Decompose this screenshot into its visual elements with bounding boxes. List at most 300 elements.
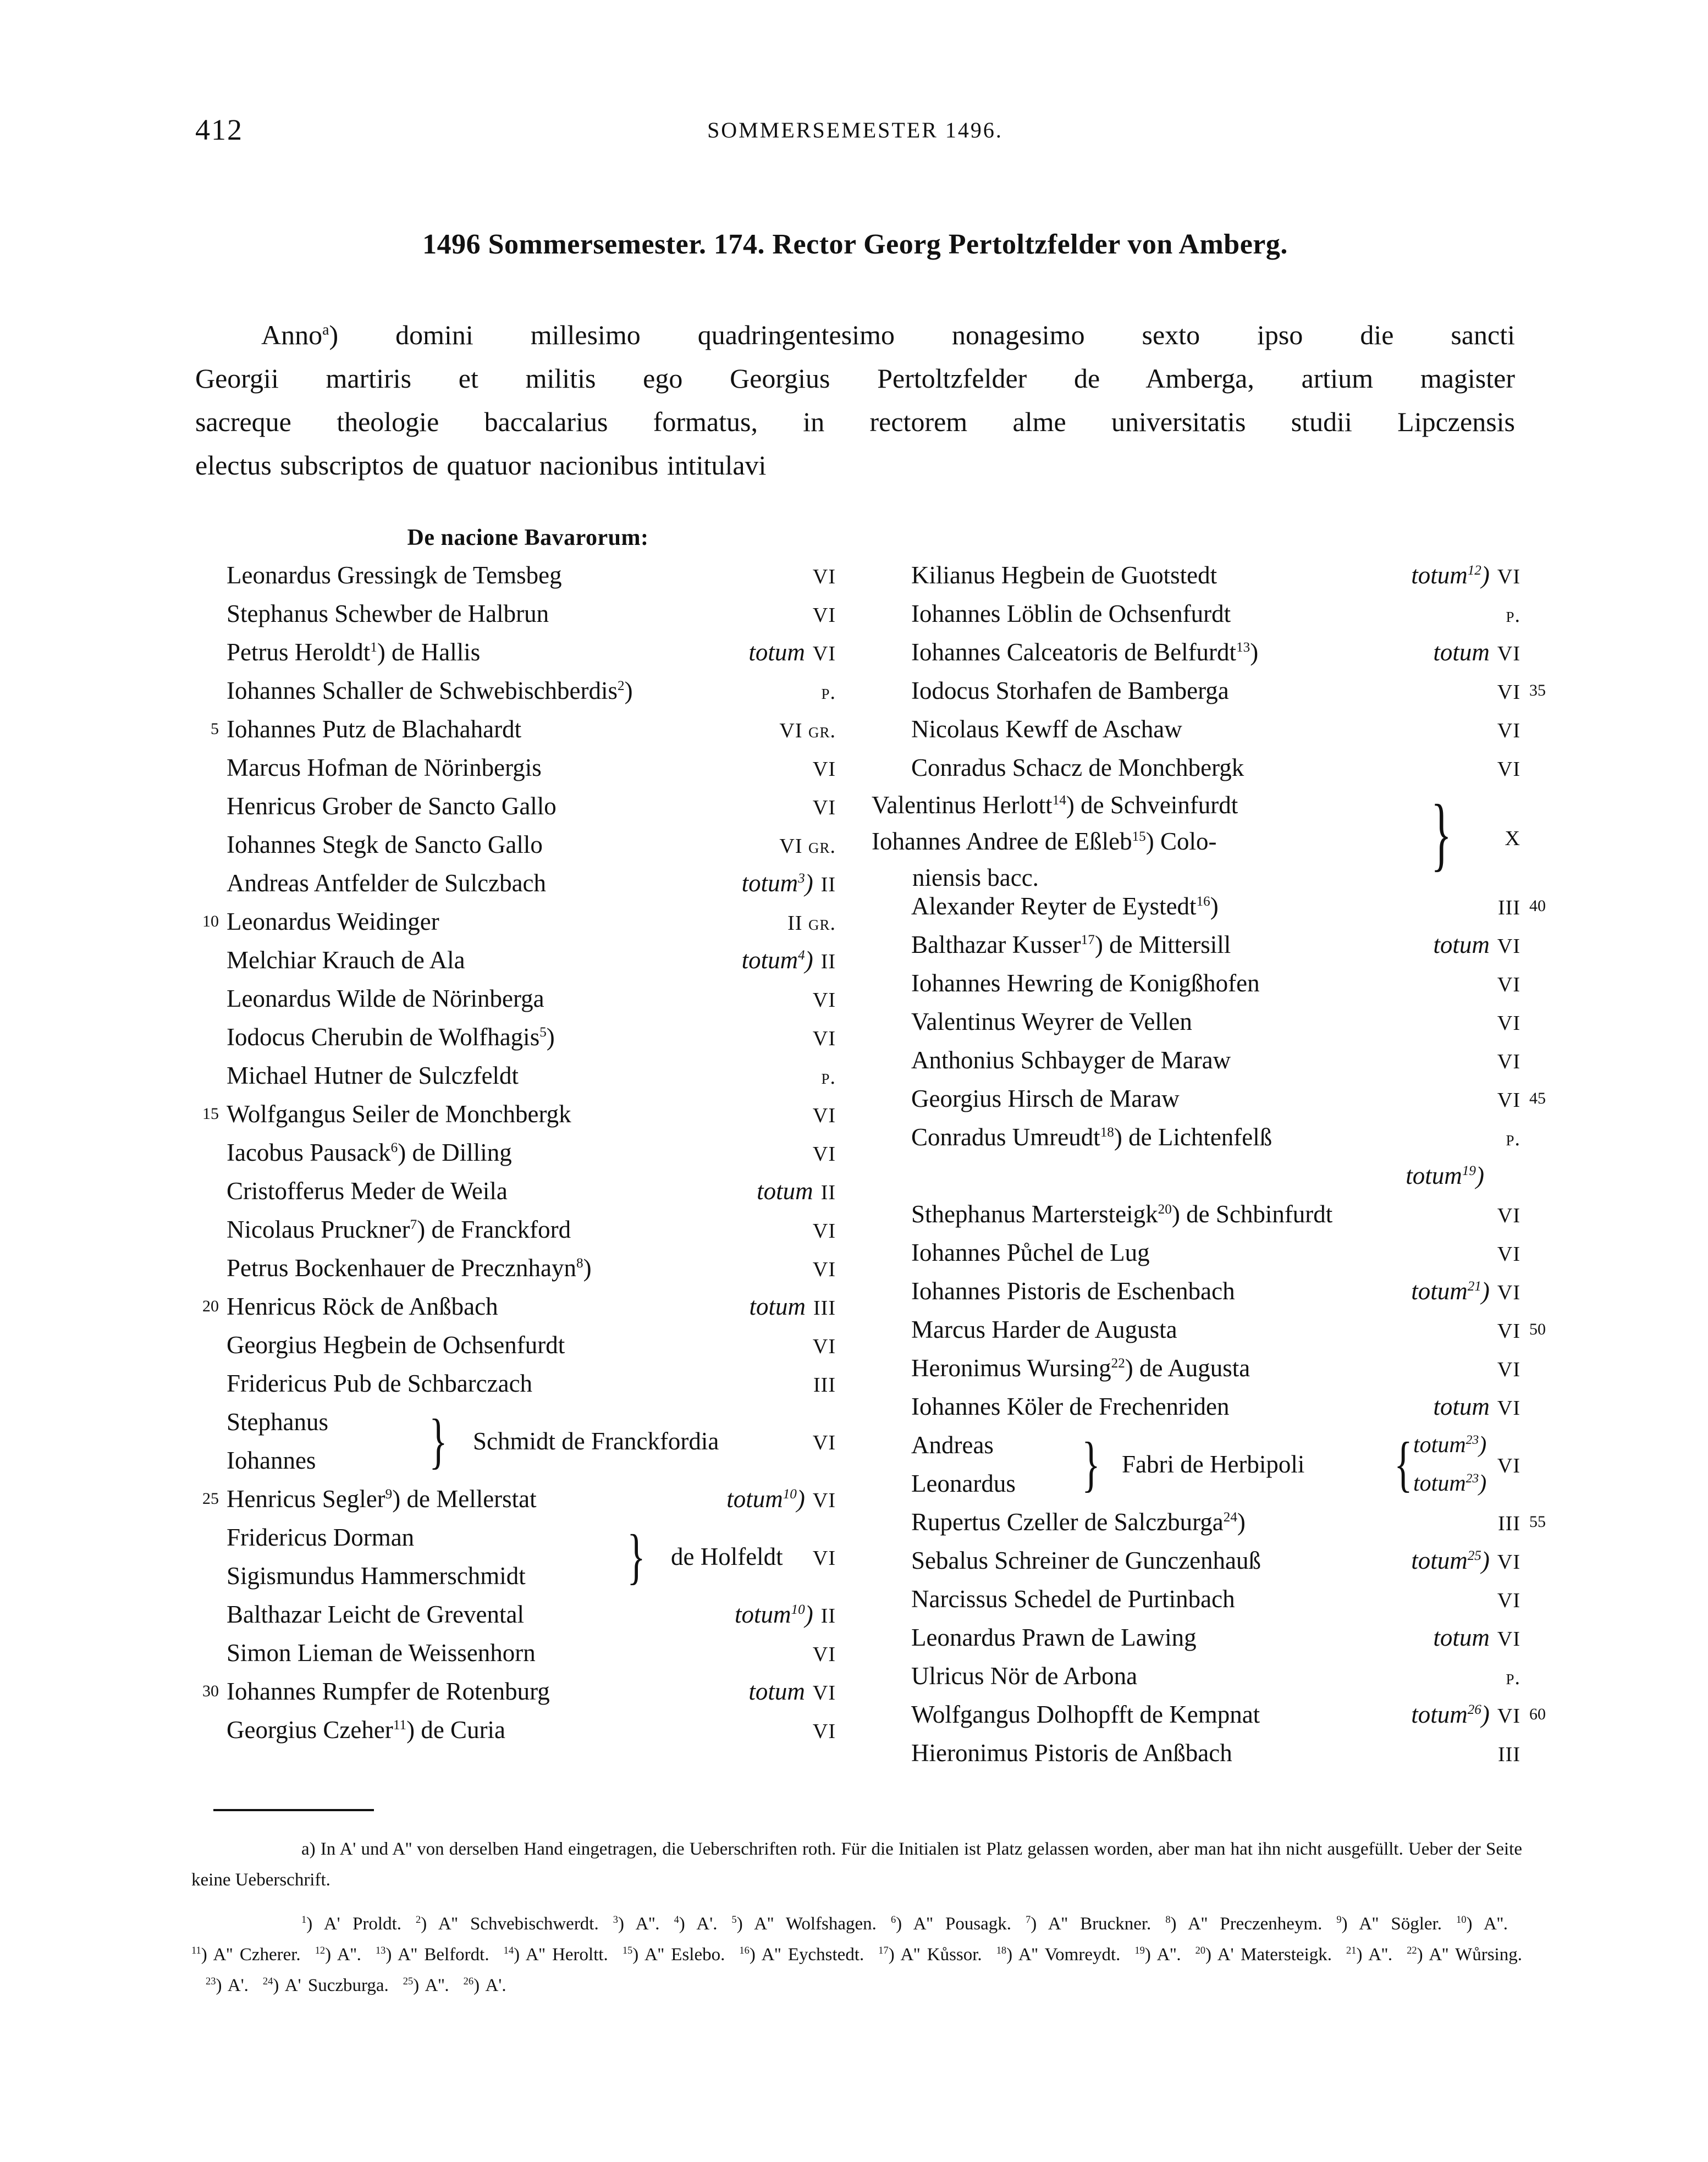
matricula-entry: [872, 1195, 1520, 1233]
totum-note: totum: [1433, 638, 1490, 666]
entry-name: Leonardus Wilde de Nörinberga: [227, 985, 544, 1012]
entry-line-number: 10: [202, 912, 219, 930]
brace-icon-right: {: [1394, 1430, 1413, 1498]
footnote-block: [191, 1834, 1522, 2001]
footnote-item: $^{22}$) A'' Wůrsing.: [1407, 1945, 1522, 1965]
totum-note: totum$^{10}$): [726, 1485, 805, 1513]
entry-line-number: 30: [202, 1682, 219, 1700]
fee-amount: VI: [1497, 681, 1520, 704]
entry-name: Andreas Antfelder de Sulczbach: [227, 869, 547, 897]
footnote-item: $^{19}$) A''.: [1134, 1945, 1181, 1965]
matricula-entry: [187, 1634, 836, 1672]
entry-outer-number: 60: [1529, 1705, 1546, 1723]
fee-amount: VI: [1497, 1705, 1520, 1728]
matricula-entry: [187, 1364, 836, 1403]
fee-amount: II: [820, 950, 836, 973]
footnote-number: 15: [622, 1945, 633, 1956]
entry-fee: [1411, 1541, 1520, 1581]
footnote-number: 8: [1165, 1914, 1171, 1925]
entry-outer-number: 35: [1529, 681, 1546, 699]
entry-name: Iodocus Cherubin de Wolfhagis$^5$): [227, 1023, 555, 1051]
entry-name: Iohannes Putz de Blachahardt: [227, 715, 522, 743]
entry-name: Fridericus Pub de Schbarczach: [227, 1370, 533, 1397]
matricula-entry: [187, 1672, 836, 1711]
footnote-number: 3: [613, 1914, 618, 1925]
matricula-entry: [187, 1095, 836, 1133]
entry-fee: [1506, 594, 1520, 635]
totum-note: totum$^{19}$): [1406, 1162, 1484, 1189]
brace-icon: }: [429, 1407, 448, 1475]
fee-amount: III: [1498, 1743, 1520, 1766]
fee-amount: III: [1498, 1512, 1520, 1535]
fee-amount: VI: [1497, 973, 1520, 996]
footnote-number: 13: [375, 1945, 386, 1956]
footnote-number: 11: [191, 1945, 201, 1956]
matricula-entry: [187, 1326, 836, 1364]
entry-fee: [1506, 1657, 1520, 1697]
entry-fee: [813, 1634, 836, 1674]
intro-line: Georgii martiris et militis ego Georgius Pertoltzfelder de Amberga, artium magister: [195, 363, 1515, 394]
intro-line: electus subscriptos de quatuor nacionibus intitulavi: [195, 450, 767, 481]
brace-shared-text: Schmidt de Franckfordia: [473, 1427, 719, 1455]
footnote-item: $^9$) A'' Sögler.: [1336, 1914, 1442, 1934]
entry-name: Leonardus Gressingk de Temsbeg: [227, 561, 562, 589]
brace-group: [872, 1426, 1520, 1503]
matricula-entry: [872, 556, 1520, 594]
footnote-item: $^8$) A'' Preczenheym.: [1165, 1914, 1323, 1934]
entry-fee: [1498, 1503, 1520, 1543]
totum-note: totum$^{23}$): [1413, 1471, 1487, 1496]
footnote-number: 14: [503, 1945, 514, 1956]
brace-group: [187, 1518, 836, 1595]
entry-fee: [757, 1172, 836, 1212]
footnote-item: $^5$) A'' Wolfshagen.: [731, 1914, 877, 1934]
footnote-item: $^{25}$) A''.: [403, 1976, 449, 1995]
entry-fee: [813, 748, 836, 788]
entry-name: Petrus Heroldt$^1$) de Hallis: [227, 638, 481, 666]
footnote-item: $^{26}$) A'.: [463, 1976, 506, 1995]
entry-name: Kilianus Hegbein de Guotstedt: [911, 561, 1217, 589]
fee-amount: p.: [1506, 604, 1520, 627]
entry-fee: [1505, 787, 1520, 889]
entry-outer-number: 50: [1529, 1320, 1546, 1338]
matricula-entry: [872, 1233, 1520, 1272]
fee-amount: VI: [1497, 1204, 1520, 1227]
footnote-item: $^4$) A'.: [674, 1914, 718, 1934]
entry-name: Iodocus Storhafen de Bamberga: [911, 677, 1229, 704]
footnote-numbered-list: [191, 1909, 1522, 2001]
section-heading: 1496 Sommersemester. 174. Rector Georg Pertoltzfelder von Amberg.: [422, 229, 1288, 260]
matricula-entry: [872, 1387, 1520, 1426]
entry-name: Nicolaus Kewff de Aschaw: [911, 715, 1182, 743]
footnote-item: $^{15}$) A'' Eslebo.: [622, 1945, 725, 1965]
fee-amount: VI: [812, 1681, 836, 1705]
entry-name: Iohannes Stegk de Sancto Gallo: [227, 831, 543, 858]
entry-name: Sthephanus Martersteigk$^{20}$) de Schbinfurdt: [911, 1200, 1333, 1228]
fee-amount: VI: [1497, 1628, 1520, 1651]
matricula-entry: [872, 1118, 1520, 1156]
fee-amount: VI: [1497, 1089, 1520, 1112]
matricula-entry: [187, 902, 836, 941]
footnote-number: 2: [416, 1914, 421, 1925]
footnote-number: 16: [739, 1945, 750, 1956]
entry-fee: [742, 864, 836, 904]
fee-amount: VI: [812, 1027, 836, 1050]
entry-line-number: 5: [211, 720, 219, 738]
fee-amount: VI: [812, 1220, 836, 1243]
brace-icon: }: [627, 1523, 646, 1591]
footnote-number: 12: [315, 1945, 326, 1956]
fee-amount: VI: [812, 1643, 836, 1666]
entry-fee: [1506, 1118, 1520, 1158]
footnote-number: 25: [403, 1976, 414, 1987]
entry-fee: [813, 787, 836, 827]
entry-name: Marcus Hofman de Nörinbergis: [227, 754, 542, 781]
fee-amount: VI: [812, 1104, 836, 1127]
matricula-entry: [872, 1657, 1520, 1695]
entry-name: Iohannes Andree de Eßleb$^{15}$) Colo-: [872, 828, 1217, 855]
entry-name: Fridericus Dorman: [227, 1524, 415, 1551]
entry-fee: [813, 979, 836, 1019]
fee-amount: VI: [812, 1431, 836, 1454]
entry-fee: [1498, 1734, 1520, 1774]
entry-fee: [813, 1364, 836, 1404]
fee-amount: VI: [812, 1720, 836, 1743]
matricula-entry: [872, 1041, 1520, 1079]
footnote-rule: [213, 1809, 374, 1811]
footnote-item: $^6$) A'' Pousagk.: [890, 1914, 1012, 1934]
matricula-entry: [187, 1287, 836, 1326]
fee-amount: p.: [821, 1066, 836, 1089]
entry-name: Sigismundus Hammerschmidt: [227, 1562, 526, 1590]
entry-fee: [813, 1518, 836, 1597]
entry-fee: [1498, 887, 1520, 927]
fee-amount: III: [813, 1297, 836, 1320]
entry-name: Balthazar Kusser$^{17}$) de Mittersill: [911, 931, 1231, 958]
fee-amount: VI: [1497, 1551, 1520, 1574]
entry-name: Georgius Hegbein de Ochsenfurdt: [227, 1331, 565, 1359]
fee-amount: VI: [812, 1258, 836, 1281]
entry-fee: [1433, 1618, 1520, 1658]
footnote-number: 24: [262, 1976, 273, 1987]
entry-fee: [813, 1018, 836, 1058]
fee-amount: VI gr.: [779, 719, 836, 742]
footnote-number: 22: [1407, 1945, 1417, 1956]
fee-amount: III: [1498, 896, 1520, 919]
entry-line-number: 25: [202, 1490, 219, 1508]
brace-icon: }: [1431, 788, 1452, 879]
matricula-entry: [872, 887, 1546, 925]
entry-fee: [1497, 1041, 1520, 1081]
fee-amount: VI: [812, 989, 836, 1012]
fee-amount: VI: [812, 1143, 836, 1166]
matricula-entry: [872, 710, 1520, 748]
orphan-totum-row: [872, 1156, 1520, 1195]
entry-name: Andreas: [911, 1431, 994, 1459]
matricula-entry: [872, 1580, 1520, 1618]
entry-name: Henricus Grober de Sancto Gallo: [227, 792, 557, 820]
entry-name: Georgius Czeher$^{11}$) de Curia: [227, 1716, 506, 1744]
column-right: [872, 520, 1546, 1772]
matricula-entry: [187, 556, 836, 594]
entry-name: Iohannes Schaller de Schwebischberdis$^2$): [227, 677, 633, 704]
entry-fee: [1497, 748, 1520, 788]
footnote-number: 4: [674, 1914, 679, 1925]
entry-name: Heronimus Wursing$^{22}$) de Augusta: [911, 1354, 1250, 1382]
intro-paragraph: [195, 313, 1515, 487]
matricula-entry: [872, 1695, 1546, 1734]
entry-line-number: 15: [202, 1105, 219, 1123]
footnote-number: 19: [1134, 1945, 1145, 1956]
fee-amount: p.: [1506, 1127, 1520, 1150]
matricula-entry: [872, 925, 1520, 964]
column-left-title: De nacione Bavarorum:: [407, 525, 649, 550]
entry-fee: [1497, 1310, 1520, 1350]
entry-fee: [813, 1249, 836, 1289]
entry-name: Michael Hutner de Sulczfeldt: [227, 1062, 519, 1089]
matricula-entry: [187, 594, 836, 633]
entry-name: Conradus Umreudt$^{18}$) de Lichtenfelß: [911, 1123, 1272, 1151]
entry-name: Leonardus Weidinger: [227, 908, 439, 935]
matricula-entry: [872, 594, 1520, 633]
fee-amount: VI: [812, 1547, 836, 1570]
fee-amount: II gr.: [787, 912, 836, 935]
entry-outer-number: 45: [1529, 1089, 1546, 1107]
fee-amount: VI: [1497, 1397, 1520, 1420]
totum-note: totum$^{23}$): [1413, 1432, 1487, 1458]
fee-amount: X: [1505, 827, 1520, 850]
entry-name: Iohannes Löblin de Ochsenfurdt: [911, 600, 1231, 627]
matricula-entry: [187, 1711, 836, 1749]
matricula-entry: [872, 1310, 1546, 1349]
matricula-entry: [187, 1595, 836, 1634]
matricula-entry: [872, 1079, 1546, 1118]
totum-note: totum: [1433, 1393, 1490, 1420]
entry-name: Stephanus Schewber de Halbrun: [227, 600, 549, 627]
entry-name: Leonardus Prawn de Lawing: [911, 1624, 1197, 1651]
fee-amount: VI: [812, 565, 836, 588]
footnote-number: 5: [731, 1914, 737, 1925]
totum-note: totum$^{10}$): [734, 1601, 813, 1628]
matricula-entry: [872, 1272, 1520, 1310]
matricula-entry: [872, 1541, 1520, 1580]
entry-name: Iohannes Calceatoris de Belfurdt$^{13}$): [911, 638, 1259, 666]
totum-note: totum: [748, 1678, 805, 1705]
fee-amount: II: [820, 1604, 836, 1628]
entry-line-number: 20: [202, 1297, 219, 1315]
entry-name: niensis bacc.: [912, 864, 1039, 891]
entry-name: Henricus Röck de Anßbach: [227, 1293, 498, 1320]
entry-name: Anthonius Schbayger de Maraw: [911, 1046, 1231, 1074]
entry-fee: [735, 1595, 836, 1635]
totum-note: totum: [757, 1177, 813, 1205]
entry-name: Narcissus Schedel de Purtinbach: [911, 1585, 1235, 1613]
entry-name: Iohannes Hewring de Konigßhofen: [911, 969, 1260, 997]
entry-fee: [1433, 925, 1520, 966]
entry-name: Iohannes Pistoris de Eschenbach: [911, 1277, 1235, 1305]
fee-amount: VI: [1497, 1320, 1520, 1343]
matricula-entry: [187, 710, 836, 748]
entry-name: Melchiar Krauch de Ala: [227, 946, 465, 974]
footnote-number: 6: [890, 1914, 896, 1925]
entry-fee: [1497, 1079, 1520, 1119]
totum-note: totum$^{25}$): [1411, 1547, 1490, 1574]
entry-name: Simon Lieman de Weissenhorn: [227, 1639, 536, 1667]
entry-fee: [1433, 1387, 1520, 1427]
column-left: [187, 520, 836, 1749]
entry-fee: [779, 825, 836, 865]
entry-fee: [1411, 556, 1520, 596]
entry-fee: [750, 1287, 836, 1327]
matricula-entry: [187, 1018, 836, 1056]
fee-amount: VI: [812, 758, 836, 781]
footnote-number: 17: [878, 1945, 889, 1956]
entry-name: Rupertus Czeller de Salczburga$^{24}$): [911, 1508, 1246, 1536]
entry-fee: [813, 1133, 836, 1173]
entry-fee: [1497, 1195, 1520, 1235]
column-right-body: [872, 556, 1546, 1772]
matricula-entry: [187, 748, 836, 787]
footnote-item: $^7$) A'' Bruckner.: [1026, 1914, 1151, 1934]
entry-fee: [726, 1480, 836, 1520]
entry-fee: [1497, 1002, 1520, 1043]
matricula-entry: [187, 825, 836, 864]
footnote-item: $^{23}$) A'.: [206, 1976, 249, 1995]
matricula-entry: [872, 1002, 1520, 1041]
fee-amount: VI: [1497, 642, 1520, 665]
totum-note: totum$^4$): [741, 946, 813, 974]
footnote-number: 9: [1336, 1914, 1342, 1925]
fee-amount: II: [820, 873, 836, 896]
entry-fee: [813, 1095, 836, 1135]
matricula-entry: [872, 1503, 1546, 1541]
footnote-number: 21: [1346, 1945, 1357, 1956]
footnote-item: $^1$) A' Proldt.: [301, 1914, 402, 1934]
entry-fee: [1497, 1580, 1520, 1620]
fee-amount: VI: [812, 796, 836, 819]
totum-note: totum$^{26}$): [1411, 1701, 1490, 1728]
brace-group-colonia: [872, 787, 1520, 891]
matricula-entry: [187, 1480, 836, 1518]
totum-note: totum$^{21}$): [1411, 1277, 1490, 1305]
matricula-entry: [187, 1133, 836, 1172]
entry-name: Henricus Segler$^9$) de Mellerstat: [227, 1485, 537, 1513]
footnote-number: 10: [1456, 1914, 1467, 1925]
entry-name: Hieronimus Pistoris de Anßbach: [911, 1739, 1232, 1767]
matricula-entry: [187, 633, 836, 671]
matricula-entry: [872, 964, 1520, 1002]
fee-amount: III: [813, 1374, 836, 1397]
footnote-item: $^{17}$) A'' Kůssor.: [878, 1945, 982, 1965]
footnote-item: $^{16}$) A'' Eychstedt.: [739, 1945, 864, 1965]
matricula-entry: [187, 1056, 836, 1095]
entry-fee: [779, 710, 836, 750]
entry-name: Nicolaus Pruckner$^7$) de Franckford: [227, 1216, 571, 1243]
entry-fee: [813, 1403, 836, 1481]
matricula-entry: [187, 941, 836, 979]
fee-amount: p.: [1506, 1666, 1520, 1689]
fee-amount: VI: [1497, 565, 1520, 588]
matricula-entry: [187, 979, 836, 1018]
entry-fee: [748, 633, 836, 673]
fee-amount: VI: [1497, 1454, 1520, 1477]
totum-note: totum: [749, 1293, 806, 1320]
entry-fee: [748, 1672, 836, 1712]
fee-amount: II: [820, 1181, 836, 1204]
fee-amount: VI: [1497, 1589, 1520, 1612]
footnote-number: 7: [1026, 1914, 1031, 1925]
footnote-item: $^{20}$) A' Matersteigk.: [1195, 1945, 1332, 1965]
fee-amount: VI: [1497, 935, 1520, 958]
entry-fee: [813, 1711, 836, 1751]
column-left-body: [187, 556, 836, 1749]
intro-line: sacreque theologie baccalarius formatus, in rectorem alme universitatis studii Lipczensis: [195, 406, 1515, 437]
entry-name: Iohannes: [227, 1447, 316, 1474]
fee-amount: VI: [1497, 1012, 1520, 1035]
entry-name: Ulricus Nör de Arbona: [911, 1662, 1138, 1690]
entry-fee: [1411, 1695, 1520, 1735]
matricula-entry: [872, 633, 1520, 671]
entry-fee: [821, 1056, 836, 1096]
totum-note: totum: [748, 638, 805, 666]
footnote-item: $^2$) A'' Schvebischwerdt.: [416, 1914, 599, 1934]
entry-name: Alexander Reyter de Eystedt$^{16}$): [911, 892, 1219, 920]
fee-amount: VI: [812, 604, 836, 627]
entry-fee: [1433, 633, 1520, 673]
entry-fee: [813, 556, 836, 596]
entry-outer-number: 40: [1529, 897, 1546, 915]
totum-note: totum$^3$): [741, 869, 813, 897]
brace-names: [227, 1518, 526, 1595]
matricula-entry: [187, 787, 836, 825]
fee-amount: p.: [821, 681, 836, 704]
footnote-number: 1: [301, 1914, 307, 1925]
entry-name: Balthazar Leicht de Grevental: [227, 1601, 524, 1628]
matricula-entry: [187, 864, 836, 902]
footnote-item: $^{10}$) A''.: [1456, 1914, 1508, 1934]
entry-fee: [1411, 1272, 1520, 1312]
matricula-entry: [187, 1172, 836, 1210]
folio-number: 412: [195, 113, 243, 146]
entry-name: Georgius Hirsch de Maraw: [911, 1085, 1180, 1112]
entry-fee: [787, 902, 836, 942]
brace-names: [227, 1403, 447, 1480]
brace-totums: [1413, 1426, 1578, 1503]
fee-amount: VI: [1497, 719, 1520, 742]
entry-fee: [1497, 964, 1520, 1004]
matricula-entry: [872, 748, 1520, 787]
footnote-item: $^{12}$) A''.: [315, 1945, 361, 1965]
fee-amount: VI: [1497, 1243, 1520, 1266]
fee-amount: VI: [812, 642, 836, 665]
footnote-item: $^{13}$) A'' Belfordt.: [375, 1945, 489, 1965]
entry-name: Iacobus Pausack$^6$) de Dilling: [227, 1139, 512, 1166]
footnote-number: 20: [1195, 1945, 1206, 1956]
footnote-item: $^3$) A''.: [613, 1914, 660, 1934]
brace-shared-text: Fabri de Herbipoli: [1122, 1450, 1305, 1478]
totum-note: totum$^{12}$): [1411, 561, 1490, 589]
entry-name: Conradus Schacz de Monchbergk: [911, 754, 1244, 781]
matricula-entry: [187, 671, 836, 710]
matricula-entry: [187, 1210, 836, 1249]
entry-name: Valentinus Weyrer de Vellen: [911, 1008, 1192, 1035]
footnote-item: $^{24}$) A' Suczburga.: [262, 1976, 389, 1995]
entry-fee: [742, 941, 836, 981]
entry-fee: [1497, 1349, 1520, 1389]
entry-name: Stephanus: [227, 1408, 328, 1436]
brace-shared-text: de Holfeldt: [671, 1543, 783, 1570]
entry-name: Petrus Bockenhauer de Precznhayn$^8$): [227, 1254, 592, 1282]
